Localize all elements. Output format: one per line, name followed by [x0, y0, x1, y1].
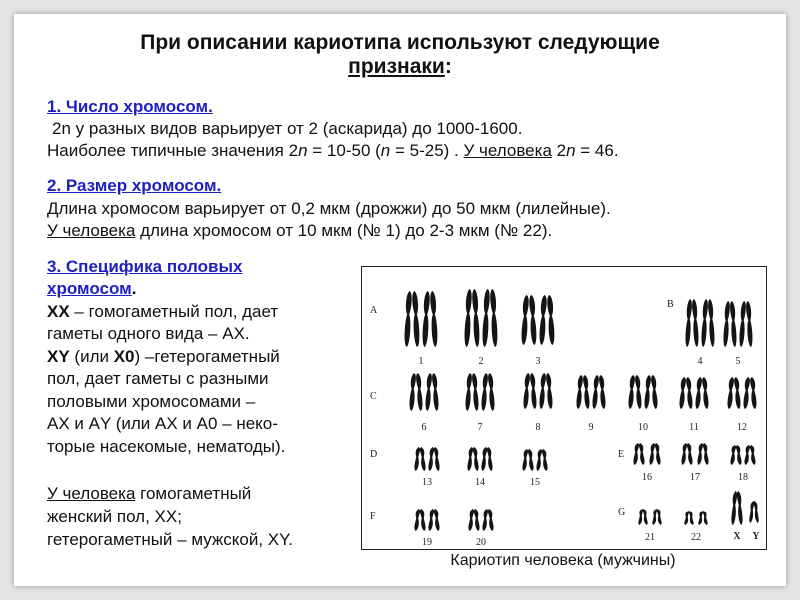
- chromosome-19-b: [428, 509, 439, 531]
- chromosome-X: [731, 491, 742, 525]
- chromosome-number-label: 22: [691, 532, 701, 543]
- chromosome-22-a: [684, 511, 693, 525]
- chromosome-11-a: [680, 377, 693, 409]
- chromosome-number-label: 20: [476, 537, 486, 548]
- chromosome-group-label: D: [370, 449, 378, 460]
- chromosome-15-b: [536, 449, 547, 471]
- section3-heading-line1: 3. Специфика половых: [47, 257, 243, 276]
- chromosome-21-b: [652, 509, 661, 525]
- section3-line7: торые насекомые, нематоды).: [47, 437, 286, 456]
- sex-chromosome-label: X: [733, 531, 741, 542]
- chromosome-group-label: F: [370, 511, 376, 522]
- chromosome-5-b: [740, 301, 753, 347]
- chromosome-17-b: [697, 443, 708, 465]
- chromosome-number-label: 1: [418, 356, 424, 367]
- chromosome-7-a: [466, 373, 479, 411]
- section4-line1: У человека гомогаметный: [47, 484, 252, 503]
- chromosome-number-label: 21: [645, 532, 655, 543]
- karyotype-figure: [361, 266, 767, 550]
- chromosome-4-a: [686, 299, 699, 347]
- chromosome-number-label: 10: [638, 422, 648, 433]
- section2-line1: Длина хромосом варьирует от 0,2 мкм (дрожжи) до 50 мкм (лилейные).: [47, 199, 611, 218]
- chromosome-number-label: 11: [689, 422, 699, 433]
- chromosome-number-label: 2: [478, 356, 484, 367]
- chromosome-9-b: [593, 375, 606, 409]
- section2-line2: У человека длина хромосом от 10 мкм (№ 1) до 2-3 мкм (№ 22).: [47, 221, 553, 240]
- chromosome-6-a: [410, 373, 423, 411]
- chromosome-2-b: [483, 289, 498, 347]
- chromosome-6-b: [426, 373, 439, 411]
- chromosome-14-a: [467, 447, 478, 471]
- slide-title: [14, 31, 786, 79]
- chromosome-group-label: A: [370, 305, 378, 316]
- chromosome-1-b: [423, 291, 438, 347]
- chromosome-number-label: 14: [475, 477, 485, 488]
- chromosome-number-label: 17: [690, 472, 700, 483]
- section2-heading: 2. Размер хромосом.: [47, 176, 222, 195]
- chromosome-5-a: [724, 301, 737, 347]
- chromosome-14-b: [481, 447, 492, 471]
- chromosome-number-label: 13: [422, 477, 432, 488]
- chromosome-number-label: 19: [422, 537, 432, 548]
- chromosome-16-b: [649, 443, 660, 465]
- karyotype-image: [362, 267, 766, 549]
- chromosome-8-a: [524, 373, 537, 409]
- chromosome-13-b: [428, 447, 439, 471]
- chromosome-Y: [749, 501, 758, 523]
- chromosome-22-b: [698, 511, 707, 525]
- chromosome-number-label: 3: [535, 356, 541, 367]
- slide: [14, 14, 786, 586]
- slide-title-line2: признаки:: [348, 55, 452, 78]
- chromosome-18-b: [744, 445, 755, 465]
- chromosome-10-b: [645, 375, 658, 409]
- chromosome-group-label: C: [370, 391, 377, 402]
- chromosome-12-a: [728, 377, 741, 409]
- chromosome-number-label: 5: [735, 356, 741, 367]
- chromosome-group-label: E: [618, 449, 625, 460]
- chromosome-4-b: [702, 299, 715, 347]
- section3-line3: ХY (или Х0) –гетерогаметный: [47, 347, 280, 366]
- chromosome-8-b: [540, 373, 553, 409]
- chromosome-20-a: [468, 509, 479, 531]
- section3-line6: АХ и АY (или АХ и А0 – неко-: [47, 414, 278, 433]
- chromosome-15-a: [522, 449, 533, 471]
- chromosome-number-label: 7: [477, 422, 483, 433]
- chromosome-12-b: [744, 377, 757, 409]
- chromosome-19-a: [414, 509, 425, 531]
- chromosome-number-label: 15: [530, 477, 540, 488]
- chromosome-10-a: [629, 375, 642, 409]
- chromosome-number-label: 12: [737, 422, 747, 433]
- slide-title-line1: При описании кариотипа используют следующие: [140, 31, 660, 54]
- chromosome-1-a: [405, 291, 420, 347]
- sex-chromosome-label: Y: [752, 531, 760, 542]
- section1-line1: 2n у разных видов варьирует от 2 (аскарида) до 1000-1600.: [52, 119, 523, 138]
- section3-line4: пол, дает гаметы с разными: [47, 369, 269, 388]
- section4-line2: женский пол, ХХ;: [47, 507, 182, 526]
- chromosome-number-label: 4: [697, 356, 703, 367]
- section1-heading: 1. Число хромосом.: [47, 97, 213, 116]
- chromosome-group-label: G: [618, 507, 626, 518]
- section4-line3: гетерогаметный – мужской, XY.: [47, 530, 294, 549]
- section3-line5: половыми хромосомами –: [47, 392, 256, 411]
- chromosome-number-label: 16: [642, 472, 652, 483]
- chromosome-number-label: 8: [535, 422, 541, 433]
- chromosome-11-b: [696, 377, 709, 409]
- chromosome-3-b: [540, 295, 555, 345]
- chromosome-9-a: [577, 375, 590, 409]
- chromosome-group-label: B: [667, 299, 674, 310]
- chromosome-13-a: [414, 447, 425, 471]
- chromosome-3-a: [522, 295, 537, 345]
- chromosome-number-label: 6: [421, 422, 427, 433]
- chromosome-number-label: 18: [738, 472, 748, 483]
- chromosome-number-label: 9: [588, 422, 594, 433]
- chromosome-2-a: [465, 289, 480, 347]
- chromosome-16-a: [633, 443, 644, 465]
- chromosome-18-a: [730, 445, 741, 465]
- section3-line2: гаметы одного вида – АХ.: [47, 324, 250, 343]
- chromosome-7-b: [482, 373, 495, 411]
- section1-line2: Наиболее типичные значения 2n = 10-50 (n = 5-25) . У человека 2n = 46.: [47, 141, 619, 160]
- chromosome-17-a: [681, 443, 692, 465]
- section3-heading-line2: хромосом.: [47, 279, 137, 298]
- section3-line1: ХХ – гомогаметный пол, дает: [47, 302, 279, 321]
- chromosome-21-a: [638, 509, 647, 525]
- karyotype-caption: Кариотип человека (мужчины): [450, 552, 676, 569]
- chromosome-20-b: [482, 509, 493, 531]
